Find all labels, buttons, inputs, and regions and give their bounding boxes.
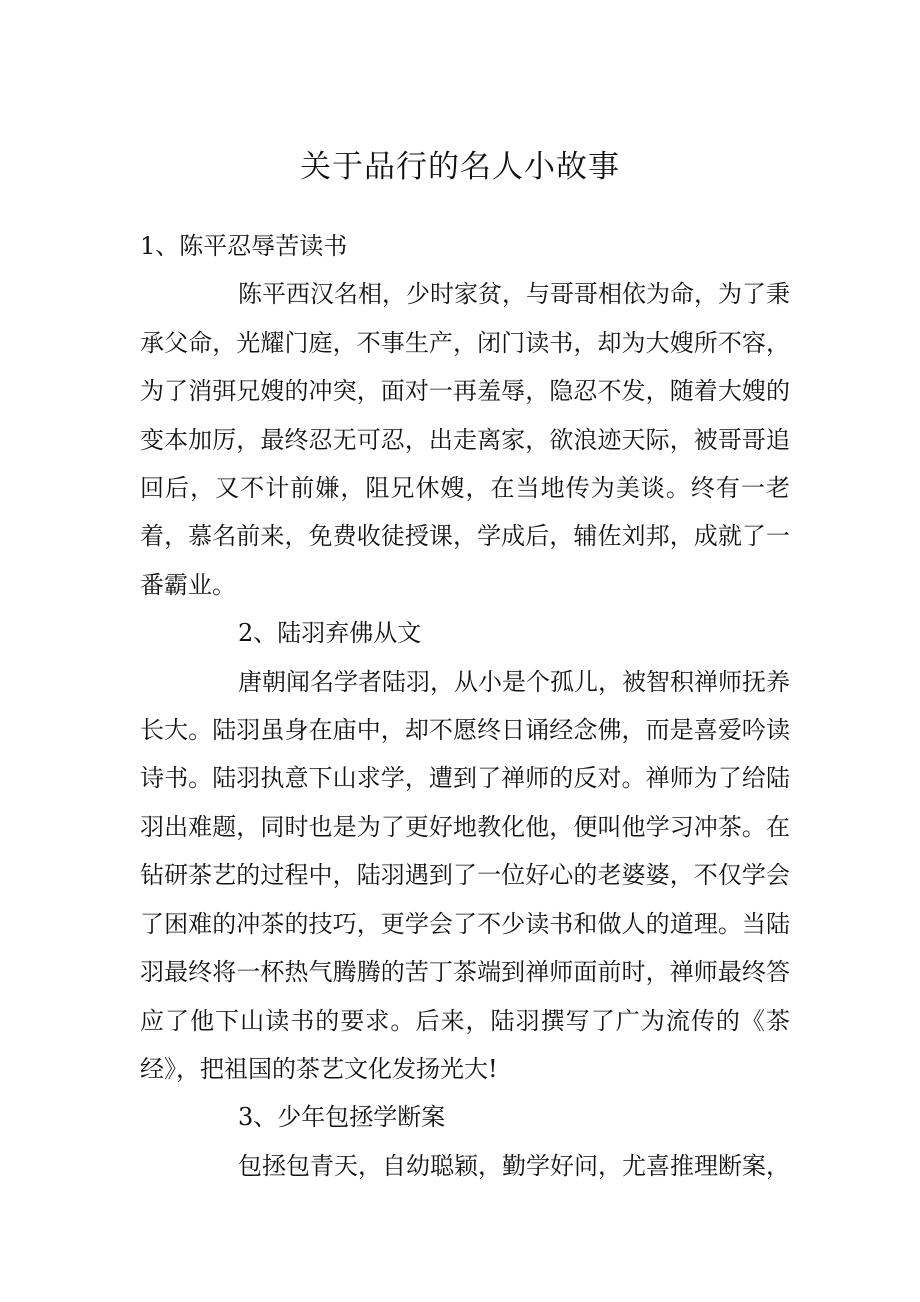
section-heading-3: 3、少年包拯学断案: [238, 1103, 446, 1132]
document-title: 关于品行的名人小故事: [300, 149, 620, 185]
section-paragraph-2: 唐朝闻名学者陆羽，从小是个孤儿，被智积禅师抚养长大。陆羽虽身在庙中，却不愿终日诵经念佛，而是喜爱吟读诗书。陆羽执意下山求学，遭到了禅师的反对。禅师为了给陆羽出难题，同时也是为了更好地教化他，便叫他学习冲茶。在钻研茶艺的过程中，陆羽遇到了一位好心的老婆婆，不仅学会了困难的冲茶的技巧，更学会了不少读书和做人的道理。当陆羽最终将一杯热气腾腾的苦丁茶端到禅师面前时，禅师最终答应了他下山读书的要求。后来，陆羽撰写了广为流传的《茶经》，把祖国的茶艺文化发扬光大!: [140, 667, 790, 1083]
section-heading-1: 1、陈平忍辱苦读书: [140, 232, 348, 260]
document-body: [140, 222, 790, 1190]
section-paragraph-1: 陈平西汉名相，少时家贫，与哥哥相依为命，为了秉承父命，光耀门庭，不事生产，闭门读书，却为大嫂所不容，为了消弭兄嫂的冲突，面对一再羞辱，隐忍不发，随着大嫂的变本加厉，最终忍无可忍，出走离家，欲浪迹天际，被哥哥追回后，又不计前嫌，阻兄休嫂，在当地传为美谈。终有一老着，慕名前来，免费收徒授课，学成后，辅佐刘邦，成就了一番霸业。: [140, 280, 790, 599]
section-heading-2: 2、陆羽弃佛从文: [238, 619, 422, 648]
section-paragraph-3: 包拯包青天，自幼聪颖，勤学好问，尤喜推理断案，: [238, 1151, 790, 1180]
